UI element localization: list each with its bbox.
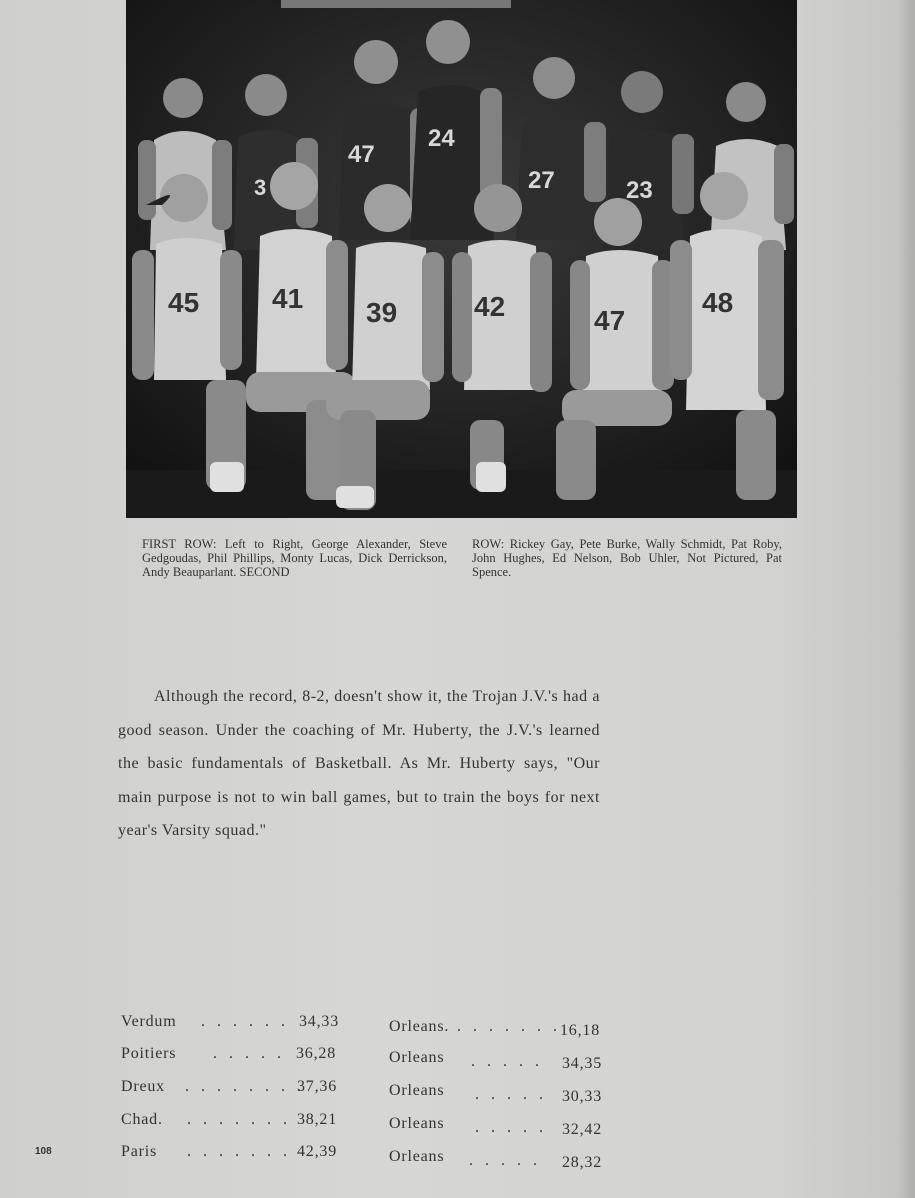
jersey-number: 48	[702, 287, 734, 318]
game-score: 28,32	[562, 1154, 602, 1171]
leader-dots: . . . . .	[471, 1053, 543, 1070]
game-score: 30,33	[562, 1088, 602, 1105]
score-row-dreux	[121, 1078, 337, 1096]
photo-caption-left: FIRST ROW: Left to Right, George Alexander, Steve Gedgoudas, Phil Phillips, Monty Lucas, Dick Derrickson, Andy Beauparlant. SECOND	[142, 537, 447, 579]
jersey-number: 39	[366, 297, 398, 328]
team-name: Orleans	[389, 1115, 445, 1132]
jersey-number: 24	[428, 125, 455, 152]
jersey-number: 41	[272, 283, 304, 314]
team-name: Orleans.	[389, 1018, 450, 1035]
team-name: Poitiers	[121, 1045, 177, 1062]
leader-dots: . . . . . .	[201, 1013, 289, 1030]
team-name: Dreux	[121, 1078, 165, 1095]
team-name: Chad.	[121, 1111, 163, 1128]
team-name: Orleans	[389, 1148, 445, 1165]
game-score: 37,36	[297, 1078, 337, 1095]
jersey-number: 47	[348, 141, 375, 168]
team-name: Paris	[121, 1143, 157, 1160]
score-row-poitiers	[121, 1045, 336, 1063]
leader-dots: . . . . .	[213, 1045, 285, 1062]
jersey-number: 45	[168, 287, 200, 318]
team-photo	[126, 0, 797, 518]
score-row-orleans-5	[389, 1148, 602, 1171]
jersey-number: 23	[626, 177, 653, 204]
game-score: 42,39	[297, 1143, 337, 1160]
photo-caption-right: ROW: Rickey Gay, Pete Burke, Wally Schmidt, Pat Roby, John Hughes, Ed Nelson, Bob Uhler, Not Pictured, Pat Spence.	[472, 537, 782, 579]
game-score: 34,35	[562, 1055, 602, 1072]
game-score: 34,33	[299, 1013, 339, 1030]
leader-dots: . . . . .	[475, 1086, 547, 1103]
score-row-orleans-3	[389, 1082, 602, 1105]
score-row-orleans-1	[389, 1018, 600, 1039]
game-score: 16,18	[560, 1022, 600, 1039]
leader-dots: . . . . . . .	[457, 1018, 561, 1035]
score-row-orleans-4	[389, 1115, 602, 1138]
leader-dots: . . . . . . .	[187, 1143, 291, 1160]
team-name: Orleans	[389, 1082, 445, 1099]
leader-dots: . . . . .	[469, 1152, 541, 1169]
team-name: Verdum	[121, 1013, 177, 1030]
leader-dots: . . . . .	[475, 1119, 547, 1136]
jersey-number: 3	[254, 175, 267, 200]
game-score: 32,42	[562, 1121, 602, 1138]
page-number: 108	[35, 1146, 52, 1157]
score-row-paris	[121, 1143, 337, 1161]
jersey-number: 27	[528, 167, 555, 194]
leader-dots: . . . . . . . .	[185, 1078, 305, 1095]
jersey-number: 47	[594, 305, 626, 336]
jersey-number: 42	[474, 291, 506, 322]
score-row-orleans-2	[389, 1049, 602, 1072]
game-score: 38,21	[297, 1111, 337, 1128]
team-name: Orleans	[389, 1049, 445, 1066]
season-summary-paragraph: Although the record, 8-2, doesn't show it, the Trojan J.V.'s had a good season. Under the coaching of Mr. Huberty, the J.V.'s learned the basic fundamentals of Basketball. As Mr. Huberty says, "Our main purpose is not to win ball games, but to train the boys for next year's Varsity squad."	[118, 688, 600, 839]
leader-dots: . . . . . . .	[187, 1111, 291, 1128]
score-row-verdum	[121, 1013, 339, 1031]
spine-shadow	[897, 0, 915, 1198]
game-score: 36,28	[296, 1045, 336, 1062]
team-photo-illustration	[126, 0, 797, 518]
score-row-chad	[121, 1111, 337, 1129]
